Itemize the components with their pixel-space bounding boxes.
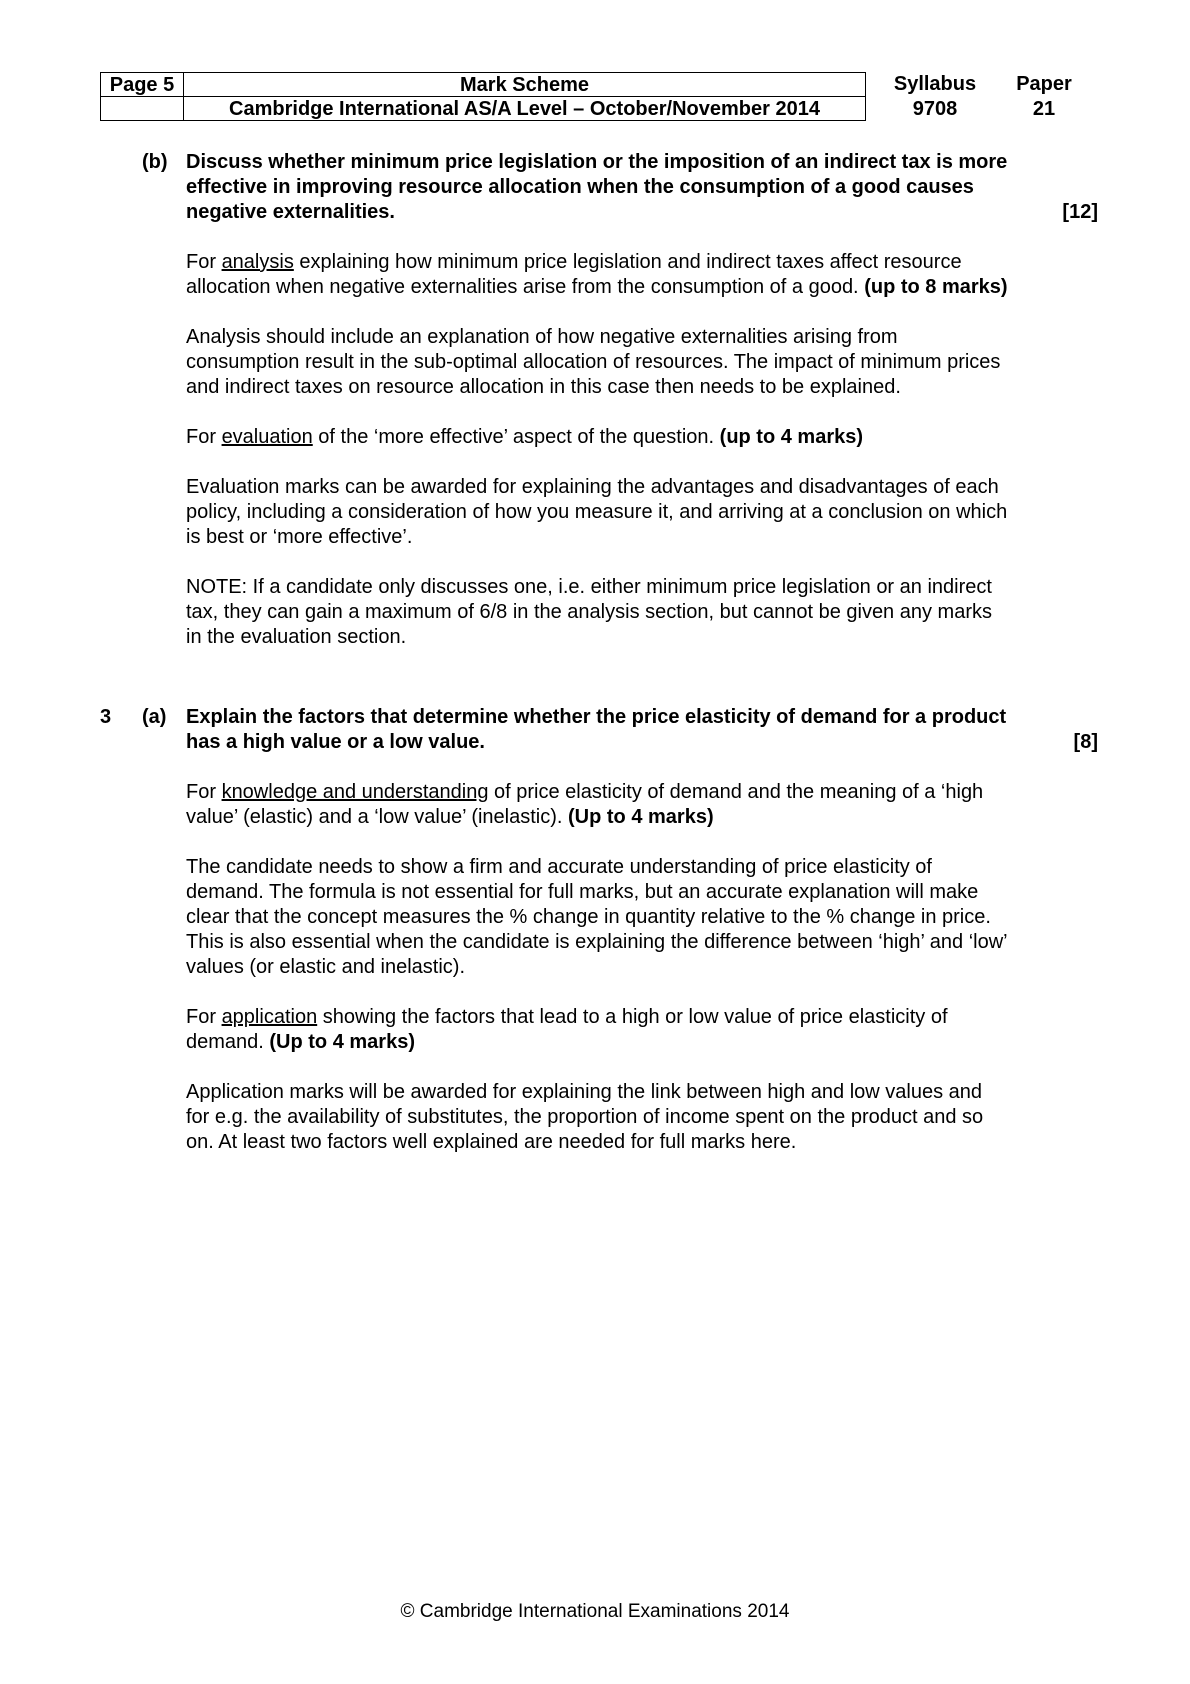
syllabus-block [885, 72, 985, 122]
keyword-knowledge: knowledge and understanding [221, 781, 489, 803]
text-line: tax, they can gain a maximum of 6/8 in the analysis section, but cannot be given any marks [186, 601, 992, 623]
marks-note: (Up to 4 marks) [568, 806, 714, 828]
question-line: Discuss whether minimum price legislation or the imposition of an indirect tax is more [186, 151, 1008, 173]
text: demand. [186, 1031, 270, 1053]
text-line: clear that the concept measures the % change in quantity relative to the % change in price. [186, 906, 991, 928]
text-line: is best or ‘more effective’. [186, 526, 413, 548]
marks-note: (up to 8 marks) [864, 276, 1008, 298]
question-part-label: (a) [142, 706, 167, 728]
keyword-evaluation: evaluation [221, 426, 313, 448]
question-line-with-marks [186, 200, 1098, 225]
text-line: Analysis should include an explanation of how negative externalities arising from [186, 326, 898, 348]
evaluation-detail-paragraph [186, 475, 1106, 550]
analysis-detail-paragraph [186, 325, 1106, 400]
question-line: Explain the factors that determine whether the price elasticity of demand for a product [186, 706, 1007, 728]
text-line: The candidate needs to show a firm and accurate understanding of price elasticity of [186, 856, 932, 878]
paper-label: Paper [1016, 73, 1072, 95]
application-paragraph [186, 1005, 1106, 1055]
marks-label: [8] [1073, 731, 1098, 753]
text: of the ‘more effective’ aspect of the question. [312, 426, 720, 448]
knowledge-detail-paragraph [186, 855, 1106, 980]
note-paragraph [186, 575, 1106, 650]
text-line: policy, including a consideration of how you measure it, and arriving at a conclusion on which [186, 501, 1008, 523]
text-line: for e.g. the availability of substitutes, the proportion of income spent on the product and so [186, 1106, 984, 1128]
question-part-label: (b) [142, 151, 168, 173]
question-line: negative externalities. [186, 201, 395, 223]
document-subtitle: Cambridge International AS/A Level – October/November 2014 [184, 97, 866, 121]
text: explaining how minimum price legislation and indirect taxes affect resource [293, 251, 962, 273]
evaluation-paragraph [186, 425, 1106, 450]
header-table [100, 72, 866, 121]
question-line: has a high value or a low value. [186, 731, 485, 753]
copyright-footer: © Cambridge International Examinations 2014 [400, 1601, 790, 1622]
document-title: Mark Scheme [184, 73, 866, 97]
marks-label: [12] [1062, 201, 1098, 223]
application-detail-paragraph [186, 1080, 1106, 1155]
text-line: This is also essential when the candidate is explaining the difference between ‘high’ and ‘low’ [186, 931, 1008, 953]
question-line: effective in improving resource allocation when the consumption of a good causes [186, 176, 974, 198]
question-line-with-marks [186, 730, 1098, 755]
text-line: consumption result in the sub-optimal allocation of resources. The impact of minimum prices [186, 351, 1001, 373]
text-line: values (or elastic and inelastic). [186, 956, 466, 978]
question-number: 3 [100, 706, 112, 728]
question-3a-text [186, 705, 1098, 755]
knowledge-paragraph [186, 780, 1106, 830]
analysis-paragraph [186, 250, 1106, 300]
syllabus-value: 9708 [912, 98, 958, 120]
paper-value: 21 [1032, 98, 1056, 120]
text-line: Application marks will be awarded for explaining the link between high and low values and [186, 1081, 983, 1103]
keyword-analysis: analysis [221, 251, 294, 273]
syllabus-label: Syllabus [893, 73, 977, 95]
text: For [186, 781, 222, 803]
text: For [186, 251, 222, 273]
text-line: on. At least two factors well explained are needed for full marks here. [186, 1131, 797, 1153]
paper-block [1000, 72, 1088, 122]
marks-note: (up to 4 marks) [719, 426, 864, 448]
page-number: Page 5 [101, 73, 184, 97]
text: value’ (elastic) and a ‘low value’ (inelastic). [186, 806, 569, 828]
question-2b-text [186, 150, 1098, 225]
empty-cell [101, 97, 184, 121]
marks-note: (Up to 4 marks) [269, 1031, 415, 1053]
text-line: NOTE: If a candidate only discusses one, i.e. either minimum price legislation or an indirect [186, 576, 992, 598]
text: For [186, 1006, 222, 1028]
text-line: and indirect taxes on resource allocation in this case then needs to be explained. [186, 376, 901, 398]
text: of price elasticity of demand and the meaning of a ‘high [488, 781, 984, 803]
text-line: demand. The formula is not essential for full marks, but an accurate explanation will make [186, 881, 979, 903]
text-line: in the evaluation section. [186, 626, 407, 648]
text: allocation when negative externalities arise from the consumption of a good. [186, 276, 865, 298]
text: showing the factors that lead to a high or low value of price elasticity of [317, 1006, 948, 1028]
text-line: Evaluation marks can be awarded for explaining the advantages and disadvantages of each [186, 476, 999, 498]
text: For [186, 426, 222, 448]
keyword-application: application [221, 1006, 318, 1028]
